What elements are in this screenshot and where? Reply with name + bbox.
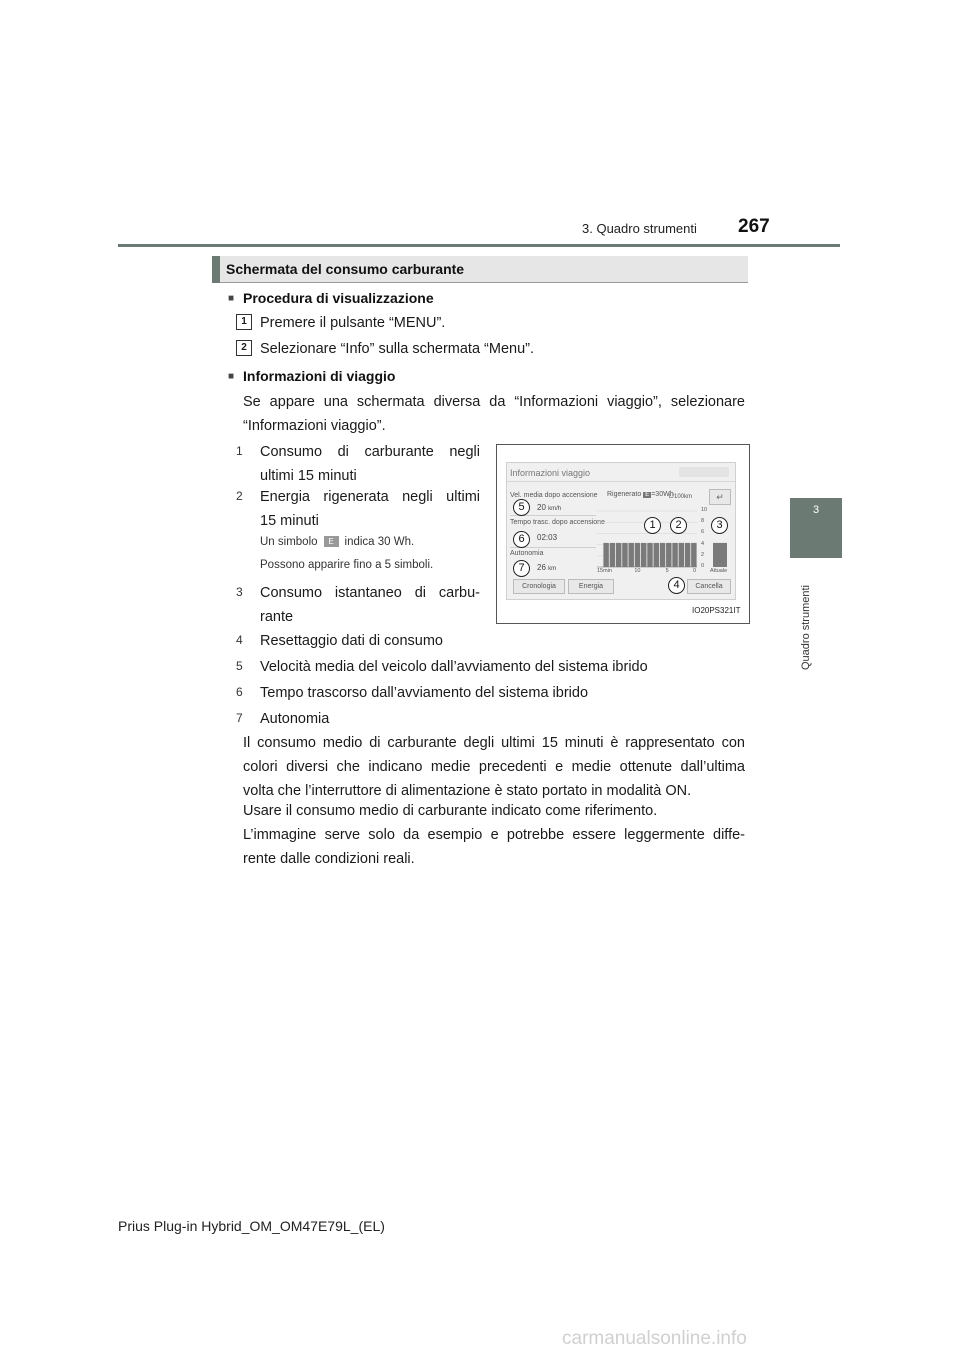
item-number-5: 5 — [236, 659, 243, 673]
chapter-side-label-text: Quadro strumenti — [800, 585, 812, 670]
para1-line-2: colori diversi che indicano medie precedenti e medie ottenute dall’ultima — [243, 759, 745, 775]
chart-bar — [622, 543, 627, 567]
item-3-line-1: Consumo istantaneo di carbu- — [260, 585, 480, 601]
intro-line-2: “Informazioni viaggio”. — [243, 418, 386, 434]
step-number-1: 1 — [236, 314, 252, 330]
item-number-3: 3 — [236, 585, 243, 599]
y-tick-label: 6 — [701, 529, 705, 536]
running-header-section: 3. Quadro strumenti — [582, 221, 697, 236]
item-2-line-1: Energia rigenerata negli ultimi — [260, 489, 480, 505]
chart-bar — [660, 543, 665, 567]
intro-line-1: Se appare una schermata diversa da “Informazioni viaggio”, selezionare — [243, 394, 745, 410]
regen-badge-icon: E — [645, 492, 650, 498]
trip-info-heading: Informazioni di viaggio — [243, 368, 396, 384]
y-tick-label: 4 — [701, 540, 705, 547]
clear-button[interactable]: Cancella — [687, 579, 731, 594]
step-number-2: 2 — [236, 340, 252, 356]
y-tick-label: 10 — [701, 507, 708, 513]
chart-bar — [628, 543, 633, 567]
figure-code: IO20PS321IT — [692, 606, 741, 615]
range-unit: km — [548, 566, 557, 572]
back-arrow-icon[interactable]: ↵ — [709, 489, 731, 505]
chart-bar — [672, 543, 677, 567]
section-title-accent — [212, 256, 220, 283]
item-number-7: 7 — [236, 711, 243, 725]
regen-value: =30Wh — [651, 491, 674, 498]
item-2-line-2: 15 minuti — [260, 513, 319, 529]
item-number-4: 4 — [236, 633, 243, 647]
procedure-heading: Procedura di visualizzazione — [243, 290, 434, 306]
chart-bar — [635, 543, 640, 567]
chart-bar — [616, 543, 621, 567]
symbol-note-after: indica 30 Wh. — [344, 536, 415, 548]
chapter-tab-number: 3 — [812, 504, 820, 516]
chart-current — [713, 543, 727, 567]
chart-bar — [647, 543, 652, 567]
chart-bar — [685, 543, 690, 567]
header-rule — [118, 244, 840, 247]
item-4-text: Resettaggio dati di consumo — [260, 633, 443, 649]
symbol-note — [260, 536, 414, 548]
heading-square-icon: ■ — [228, 293, 235, 304]
y-tick-label: 0 — [701, 563, 705, 569]
symbol-max-note: Possono apparire fino a 5 simboli. — [260, 559, 434, 571]
page-number: 267 — [738, 216, 770, 237]
para1-line-1: Il consumo medio di carburante degli ultimi 15 minuti è rappresentato con — [243, 735, 745, 751]
elapsed-time-value: 02:03 — [537, 533, 558, 542]
callout-7: 7 — [513, 560, 530, 577]
para3-line-1: L’immagine serve solo da esempio e potrebbe essere leggermente diffe- — [243, 827, 745, 843]
y-tick-label: 8 — [701, 518, 705, 525]
chart-bar — [603, 543, 608, 567]
y-tick-label: 2 — [701, 551, 705, 558]
step-text-2: Selezionare “Info” sulla schermata “Menu”. — [260, 341, 535, 357]
regen-symbol-icon: E — [324, 536, 339, 547]
footer-model-code: Prius Plug-in Hybrid_OM_OM47E79L_(EL) — [118, 1218, 385, 1234]
para1-line-3: volta che l’interruttore di alimentazione è stato portato in modalità ON. — [243, 783, 692, 799]
item-1-line-2: ultimi 15 minuti — [260, 468, 357, 484]
item-number-2: 2 — [236, 489, 243, 503]
consumption-unit: L/100km — [669, 494, 693, 500]
energy-button[interactable]: Energia — [568, 579, 614, 594]
screen-title: Informazioni viaggio — [510, 468, 591, 478]
x-tick-label: 10 — [634, 568, 641, 574]
chart-current-bar — [713, 543, 727, 567]
callout-5: 5 — [513, 499, 530, 516]
chart-bar — [654, 543, 659, 567]
avg-speed-label: Vel. media dopo accensione — [510, 492, 598, 499]
chart-bar — [641, 543, 646, 567]
regen-label: Rigenerato — [607, 491, 642, 498]
chapter-tab — [790, 498, 842, 558]
x-tick-label: 5 — [665, 568, 669, 574]
chart-bar — [666, 543, 671, 567]
watermark: carmanualsonline.info — [562, 1328, 747, 1349]
callout-2: 2 — [670, 517, 687, 534]
chart-bar — [691, 543, 696, 567]
chart-bar — [679, 543, 684, 567]
item-3-line-2: rante — [260, 609, 294, 625]
item-1-line-1: Consumo di carburante negli — [260, 444, 480, 460]
trip-info-screen — [506, 462, 736, 600]
section-title: Schermata del consumo carburante — [226, 261, 465, 277]
range-label: Autonomia — [510, 550, 544, 557]
current-label: Attuale — [710, 568, 728, 574]
step-text-1: Premere il pulsante “MENU”. — [260, 315, 446, 331]
x-tick-label: 0 — [693, 568, 697, 574]
callout-3: 3 — [711, 517, 728, 534]
callout-1: 1 — [644, 517, 661, 534]
avg-speed-unit: km/h — [548, 506, 562, 512]
item-number-1: 1 — [236, 444, 243, 458]
item-7-text: Autonomia — [260, 711, 330, 727]
x-tick-label: 15min — [597, 568, 612, 574]
range-value: 26 — [537, 563, 546, 572]
symbol-note-before: Un simbolo — [260, 536, 318, 548]
para3-line-2: rente dalle condizioni reali. — [243, 851, 415, 867]
para2: Usare il consumo medio di carburante indicato come riferimento. — [243, 803, 658, 819]
history-button[interactable]: Cronologia — [513, 579, 565, 594]
item-5-text: Velocità media del veicolo dall’avviamento del sistema ibrido — [260, 659, 648, 675]
chapter-side-label — [796, 560, 818, 670]
avg-speed-value: 20 — [537, 503, 546, 512]
chart-bar — [610, 543, 615, 567]
heading-square-icon: ■ — [228, 371, 235, 382]
item-6-text: Tempo trascorso dall’avviamento del sistema ibrido — [260, 685, 589, 701]
chart-bars — [603, 543, 696, 567]
elapsed-time-label: Tempo trasc. dopo accensione — [510, 519, 605, 526]
callout-6: 6 — [513, 531, 530, 548]
callout-4: 4 — [668, 577, 685, 594]
item-number-6: 6 — [236, 685, 243, 699]
